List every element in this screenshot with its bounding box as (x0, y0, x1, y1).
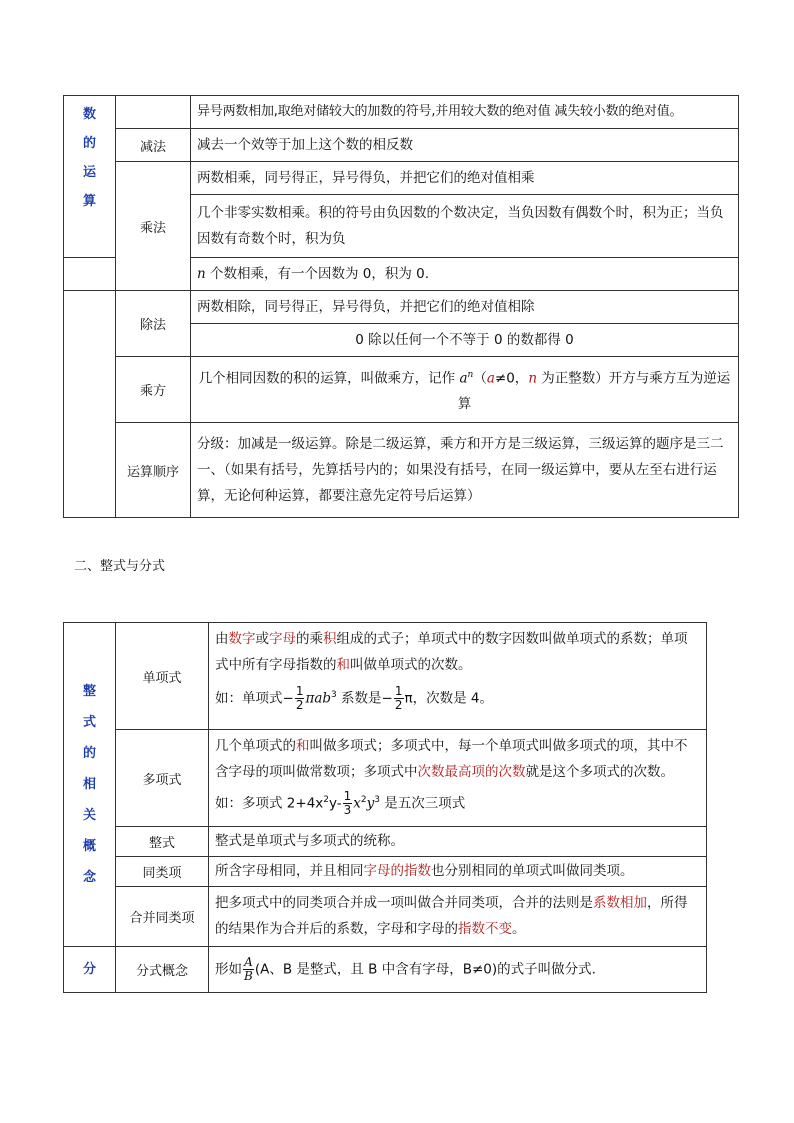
polynomial-example: 如：多项式 $2+4x^2y-$ $\frac{1}{3}$ $x^2y^3$ 是五次三项式 (215, 789, 466, 817)
fraction-label: 分式概念 (116, 947, 209, 993)
combine-rule: 把多项式中的同类项合并成一项叫做合并同类项，合并的法则是系数相加，所得的结果作为合并后的系数，字母和字母的指数不变。 (209, 887, 707, 947)
category-char: 运 (82, 165, 96, 180)
like-terms-rule: 所含字母相同，并且相同字母的指数也分别相同的单项式叫做同类项。 (209, 857, 707, 887)
category-char: 的 (82, 136, 96, 151)
polynomial-table (63, 622, 707, 993)
monomial-example: 如：单项式− $\frac{1}{2}$ πab$^3$ 系数是− $\frac{1}{2}$ π，次数是 4。 (215, 684, 494, 712)
combine-label: 合并同类项 (116, 887, 209, 947)
division-label: 除法 (116, 291, 191, 357)
section-title: 二、整式与分式 (74, 559, 166, 574)
polynomial-label: 多项式 (116, 730, 209, 827)
category-char: 算 (82, 194, 96, 209)
category-fraction: 分 (64, 947, 116, 993)
integral-label: 整式 (116, 827, 209, 857)
multiplication-rule-3 (191, 258, 739, 291)
var-n: n (197, 266, 206, 282)
like-terms-label: 同类项 (116, 857, 209, 887)
power-text: 几个相同因数的积的运算，叫做乘方，记作 (198, 370, 460, 387)
arithmetic-table (63, 95, 739, 518)
monomial-label: 单项式 (116, 623, 209, 730)
cond-a: ≠0， (494, 370, 529, 387)
order-label: 运算顺序 (116, 423, 191, 518)
multiplication-label: 乘法 (116, 162, 191, 291)
category-char: 相 (82, 777, 96, 792)
addition-label-cell (116, 96, 191, 129)
category-char: 整 (82, 684, 96, 699)
fraction-a-over-b: $\frac{A}{B}$ (244, 955, 253, 983)
power-exp: n (467, 369, 474, 380)
division-rule-2: 0 除以任何一个不等于 0 的数都得 0 (191, 324, 739, 357)
fraction-third: $\frac{1}{3}$ (343, 789, 352, 817)
power-base: a (459, 370, 468, 387)
fraction-half: $\frac{1}{2}$ (295, 684, 304, 712)
order-rule: 分级：加减是一级运算。除是二级运算，乘方和开方是三级运算，三级运算的题序是三二一、（如果有括号，先算括号内的；如果没有括号，在同一级运算中，要从左至右进行运算，无论何种运算，都要注意先定符号后运算） (191, 423, 739, 518)
polynomial-definition: 几个单项式的和叫做多项式；多项式中，每一个单项式叫做多项式的项，其中不含字母的项叫做常数项；多项式中次数最高项的次数就是这个多项式的次数。 (215, 738, 688, 780)
power-paren: （ (473, 370, 487, 387)
subtraction-rule: 减去一个效等于加上这个数的相反数 (191, 129, 739, 162)
category-char: 念 (82, 870, 96, 885)
power-rule (191, 357, 739, 423)
integral-rule: 整式是单项式与多项式的统称。 (209, 827, 707, 857)
fraction-rule: 形如 $\frac{A}{B}$ (A、B 是整式，且 B 中含有字母，B≠0)的式子叫做分式. (209, 947, 707, 993)
power-label: 乘方 (116, 357, 191, 423)
cond-var-a: a (486, 370, 495, 387)
polynomial-rule (209, 730, 707, 827)
category-char: 的 (82, 746, 96, 761)
category-number-operations (64, 96, 116, 258)
monomial-rule (209, 623, 707, 730)
monomial-definition: 由数字或字母的乘积组成的式子；单项式中的数字因数叫做单项式的系数；单项式中所有字母指数的和叫做单项式的次数。 (215, 631, 688, 673)
addition-rule: 异号两数相加,取绝对储较大的加数的符号,并用较大数的绝对值 减失较小数的绝对值。 (191, 96, 739, 129)
category-char: 式 (82, 715, 96, 730)
category-spacer (64, 258, 116, 291)
category-char: 概 (82, 839, 96, 854)
fraction-half: $\frac{1}{2}$ (394, 684, 403, 712)
cond-var-n: n (528, 370, 538, 387)
category-polynomial-concepts (64, 623, 116, 947)
division-rule-1: 两数相除，同号得正，异号得负，并把它们的绝对值相除 (191, 291, 739, 324)
category-char: 关 (82, 808, 96, 823)
subtraction-label: 减法 (116, 129, 191, 162)
cond-n: 为正整数）开方与乘方互为逆运算 (457, 370, 731, 413)
multiplication-rule-1: 两数相乘，同号得正，异号得负，并把它们的绝对值相乘 (191, 162, 739, 195)
category-char: 数 (82, 107, 96, 122)
multiplication-rule-3-text: 个数相乘，有一个因数为 0，积为 0. (205, 266, 430, 282)
category-spacer (64, 291, 116, 518)
multiplication-rule-2: 几个非零实数相乘。积的符号由负因数的个数决定，当负因数有偶数个时，积为正；当负因数有奇数个时，积为负 (191, 195, 739, 258)
